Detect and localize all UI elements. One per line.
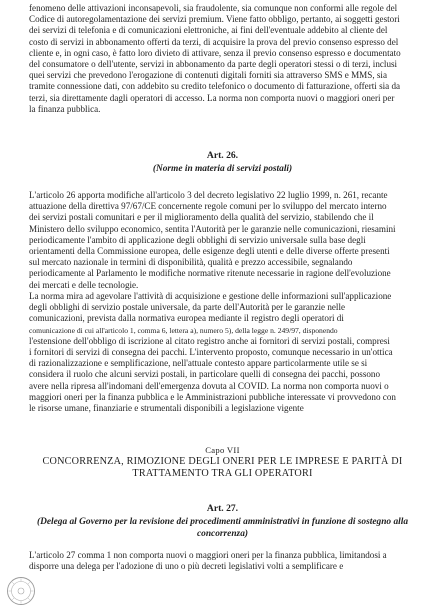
text-line: la finanza pubblica.	[29, 103, 101, 114]
text-line: quei servizi che prevedono l'erogazione di contenuti digitali forniti sia attraverso SMS e MMS, sia	[29, 70, 387, 81]
text-line: cliente e, in ogni caso, è fatto loro divieto di attivare, senza il previo consenso espresso e documentato	[29, 47, 401, 58]
paragraph-article-27	[29, 550, 426, 572]
text-line: comunicazioni, prevista dalla normativa europea mediante il registro degli operatori di	[29, 313, 344, 324]
text-line: orientamenti della Commissione europea, delle esigenze degli utenti e delle diverse offerte presenti	[29, 246, 390, 257]
text-line: La norma mira ad agevolare l'attività di acquisizione e gestione delle informazioni sull'applicazione	[29, 291, 392, 301]
text-line: disporre una delega per l'adozione di uno o più decreti legislativi volti a semplificare e	[29, 561, 344, 572]
chapter-label: Capo VII	[205, 445, 240, 455]
text-line: L'articolo 26 apporta modifiche all'articolo 3 del decreto legislativo 22 luglio 1999, n. 261, recante	[29, 190, 388, 200]
chapter-title-line: CONCORRENZA, RIMOZIONE DEGLI ONERI PER LE IMPRESE E PARITÀ DI	[42, 456, 403, 467]
text-line: L'articolo 27 comma 1 non comporta nuovi o maggiori oneri per la finanza pubblica, limitandosi a	[29, 550, 387, 560]
article-27-subtitle	[20, 516, 425, 540]
text-line: i fornitori di servizi di consegna dei pacchi. L'intervento proposto, comunque necessario in un'ottica	[29, 347, 393, 358]
text-line: attuazione della direttiva 97/67/CE concernente regole comuni per lo sviluppo del mercato interno	[29, 201, 387, 212]
text-line: comunicazione di cui all'articolo 1, comma 6, lettera a), numero 5), della legge n. 249/97, disponendo	[29, 325, 338, 335]
text-line: terzi, sia direttamente dagli operatori di accesso. La norma non comporta nuovi o maggiori oneri per	[29, 92, 395, 103]
text-line: dei servizi postali comunitari e per il miglioramento della qualità del servizio, stabilendo che il	[29, 212, 374, 223]
text-line: periodicamente al Parlamento le modifiche normative ritenute necessarie in ragione dell'evoluzione	[29, 268, 391, 279]
seal-stamp-icon	[6, 576, 36, 606]
subtitle-line: (Delega al Governo per la revisione dei procedimenti amministrativi in funzione di sostegno alla	[36, 517, 409, 527]
chapter-title-line: TRATTAMENTO TRA GLI OPERATORI	[132, 468, 313, 480]
text-line: le risorse umane, finanziarie e strumentali disponibili a legislazione vigente	[29, 403, 304, 414]
text-line: di razionalizzazione e semplificazione, nell'attuale contesto appare particolarmente utile se si	[29, 358, 368, 369]
paragraph-premium-services	[29, 3, 426, 115]
text-line: l'estensione dell'obbligo di iscrizione al citato registro anche ai fornitori di servizi postali, compresi	[29, 335, 390, 346]
text-line: Ministero dello sviluppo economico, sentita l'Autorità per le garanzie nelle comunicazioni, riesamini	[29, 223, 396, 234]
article-26-subtitle: (Norme in materia di servizi postali)	[152, 164, 293, 174]
paragraph-postal-registry	[29, 291, 426, 414]
text-line: avere nella ripresa all'indomani dell'emergenza dovuta al COVID. La norma non comporta nuovi o	[29, 380, 389, 391]
text-line: Codice di autoregolamentazione dei servizi premium. Viene fatto obbligo, pertanto, ai soggetti gestori	[29, 14, 400, 25]
article-27-number: Art. 27.	[206, 503, 239, 514]
text-line: costo di servizi in abbonamento offerti da terzi, di acquisire la prova del previo consenso espresso del	[29, 36, 399, 47]
text-line: dei mercati e delle tecnologie.	[29, 279, 139, 290]
text-line: dei servizi di telefonia e di comunicazioni elettroniche, ai fini dell'eventuale addebito al cliente del	[29, 25, 388, 36]
text-line: degli obblighi di servizio postale universale, da parte dell'Autorità per le garanzie nelle	[29, 302, 346, 313]
text-line: considera il ruolo che alcuni servizi postali, in particolare quelli di consegna dei pacchi, possono	[29, 369, 381, 380]
subtitle-line: concorrenza)	[196, 529, 249, 539]
text-line: sul mercato nazionale in termini di disponibilità, qualità e prezzo accessibile, segnalando	[29, 257, 353, 268]
article-26-number: Art. 26.	[206, 150, 239, 161]
text-line: periodicamente l'ambito di applicazione degli obblighi di servizio universale sulla base degli	[29, 234, 366, 245]
text-line: del consumatore o dell'utente, servizi in abbonamento da parte degli operatori stessi o di terzi, inclusi	[29, 59, 398, 70]
paragraph-article-26	[29, 190, 426, 291]
text-line: maggiori oneri per la finanza pubblica e le Amministrazioni pubbliche interessate vi provvedono con	[29, 391, 396, 402]
text-line: fenomeno delle attivazioni inconsapevoli, sia fraudolente, sia comunque non conformi alle regole del	[29, 3, 398, 13]
chapter-title	[40, 456, 405, 481]
text-line: tramite connessione dati, con addebito su credito telefonico o documento di fatturazione, offerti sia da	[29, 81, 401, 92]
